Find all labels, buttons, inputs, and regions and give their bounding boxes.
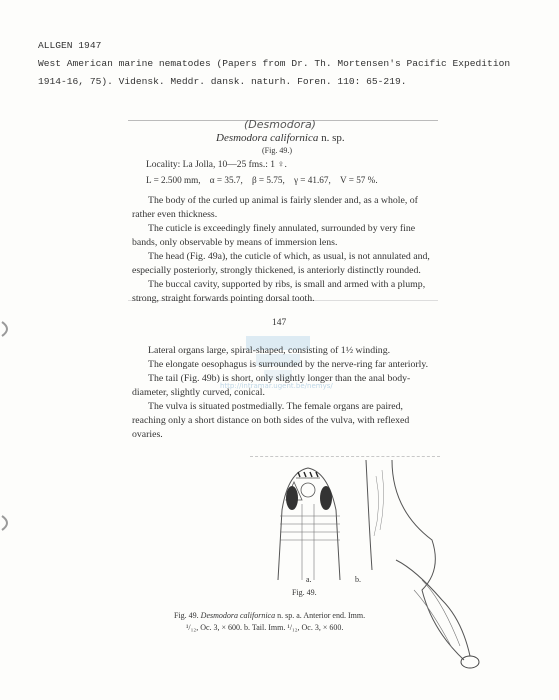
locality-line: Locality: La Jolla, 10—25 fms.: 1 ♀. [146, 160, 287, 170]
punch-hole-top [0, 318, 14, 340]
figure-caption [174, 610, 444, 634]
paragraph-head: The head (Fig. 49a), the cuticle of which, as usual, is not annulated and, especially posteriorly, strongly thickened, is anteriorly distinctly rounded. [132, 251, 430, 276]
paragraph-lateral-organs: Lateral organs large, spiral-shaped, consisting of 1½ winding. [148, 345, 391, 356]
paragraph-buccal: The buccal cavity, supported by ribs, is small and armed with a plump, strong, straight forwards pointing dorsal tooth. [132, 279, 426, 304]
caption-line-2: ¹/₁₂, Oc. 3, × 600. b. Tail. Imm. ¹/₁₂, Oc. 3, × 600. [186, 623, 344, 632]
figure-label-b: b. [355, 575, 361, 584]
figure-number: Fig. 49. [292, 588, 317, 597]
paragraph-oesophagus: The elongate oesophagus is surrounded by the nerve-ring far anteriorly. [148, 359, 429, 370]
paragraph-tail: The tail (Fig. 49b) is short, only slightly longer than the anal body-diameter, slightly curved, conical. [132, 373, 411, 398]
paragraph-body: The body of the curled up animal is fairly slender and, as a whole, of rather even thickness. [132, 195, 418, 220]
caption-rest: n. sp. a. Anterior end. Imm. [277, 611, 366, 620]
handwritten-genus-note: (Desmodora) [244, 118, 316, 131]
figure-label-a: a. [306, 575, 312, 584]
page-number: 147 [272, 318, 287, 328]
figure-reference: (Fig. 49.) [262, 146, 292, 155]
figure-divider [250, 456, 440, 457]
citation-title: West American marine nematodes (Papers from Dr. Th. Mortensen's Pacific Expedition [38, 58, 511, 69]
citation-author-year: ALLGEN 1947 [38, 40, 102, 51]
caption-prefix: Fig. 49. [174, 611, 199, 620]
paragraph-vulva: The vulva is situated postmedially. The female organs are paired, reaching only a short distance on both sides of the vulva, with reflexed ovaries. [132, 401, 410, 440]
citation-source: 1914-16, 75). Vidensk. Meddr. dansk. naturh. Foren. 110: 65-219. [38, 76, 407, 87]
species-name: Desmodora californica [216, 132, 319, 144]
description-text-2 [132, 344, 432, 442]
measurements-line: L = 2.500 mm, α = 35.7, β = 5.75, γ = 41.67, V = 57 %. [146, 175, 378, 185]
caption-line-1 [174, 610, 444, 622]
watermark-url: http://intramar.ugent.be/nemys/ [220, 382, 333, 390]
species-heading [216, 132, 345, 144]
punch-hole-bottom [0, 512, 14, 534]
caption-species: Desmodora californica [200, 611, 276, 620]
species-suffix: n. sp. [321, 132, 345, 144]
paragraph-cuticle: The cuticle is exceedingly finely annulated, surrounded by very fine bands, only observable by means of immersion lens. [132, 223, 416, 248]
description-text-1 [132, 194, 432, 306]
figure-tail [352, 460, 492, 684]
